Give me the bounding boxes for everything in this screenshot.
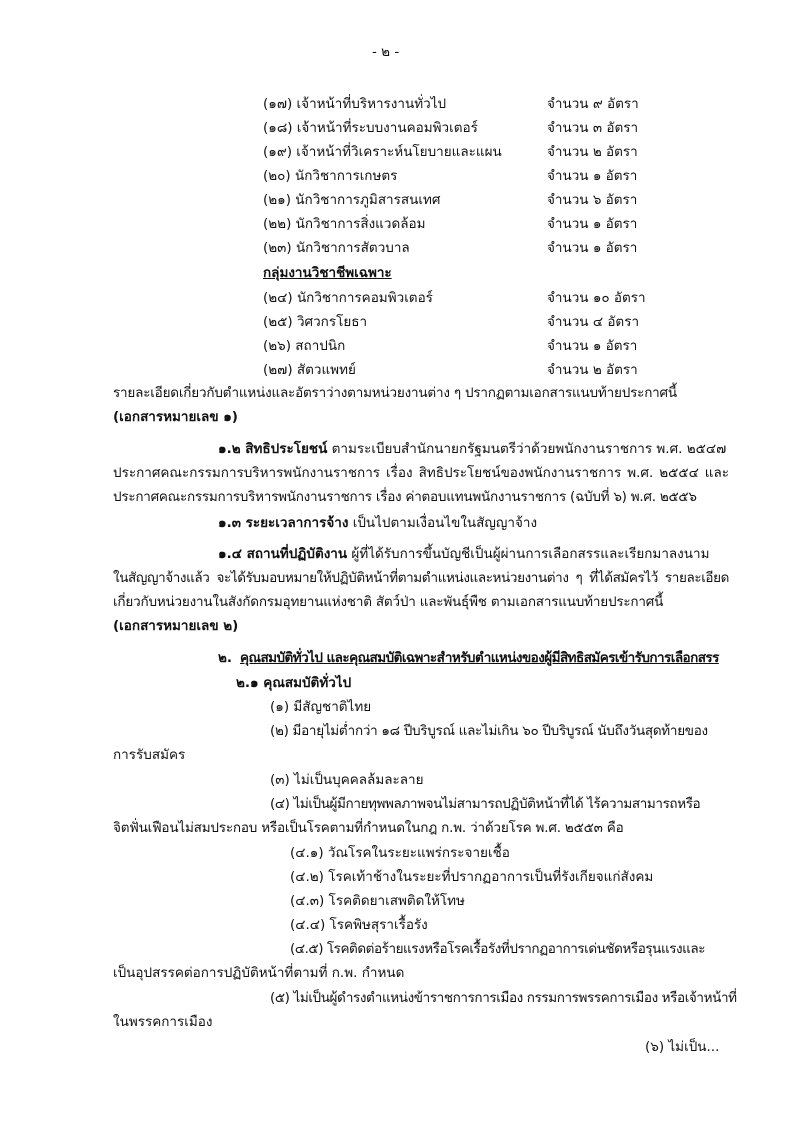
position-name-23: (๒๓) นักวิชาการสัตวบาล [263, 240, 410, 256]
page-number: - ๒ - [372, 44, 400, 60]
qualification-item-4-line1: (๔) ไม่เป็นผู้มีกายทุพพลภาพจนไม่สามารถปฏิบัติหน้าที่ได้ ไร้ความสามารถหรือ [270, 796, 701, 812]
qualification-item-4-2: (๔.๒) โรคเท้าช้างในระยะที่ปรากฏอาการเป็นที่รังเกียจแก่สังคม [290, 869, 654, 885]
position-count-26: จำนวน ๑ อัตรา [547, 338, 638, 354]
qualification-item-2-line1: (๒) มีอายุไม่ต่ำกว่า ๑๘ ปีบริบูรณ์ และไม่เกิน ๖๐ ปีบริบูรณ์ นับถึงวันสุดท้ายของ [270, 723, 708, 739]
position-name-24: (๒๔) นักวิชาการคอมพิวเตอร์ [263, 290, 433, 306]
continuation-marker: (๖) ไม่เป็น... [645, 1039, 720, 1055]
position-count-27: จำนวน ๒ อัตรา [547, 362, 638, 378]
position-name-27: (๒๗) สัตวแพทย์ [263, 362, 356, 378]
section-2-1-title: ๒.๑ คุณสมบัติทั่วไป [236, 675, 352, 691]
position-name-20: (๒๐) นักวิชาการเกษตร [263, 168, 398, 184]
section-1-3-title: ๑.๓ ระยะเวลาการจ้าง [218, 515, 349, 531]
qualification-item-5-line2: ในพรรคการเมือง [113, 1014, 213, 1030]
position-name-17: (๑๗) เจ้าหน้าที่บริหารงานทั่วไป [263, 96, 447, 112]
detail-note-doc-ref: (เอกสารหมายเลข ๑) [113, 409, 238, 425]
section-1-4-doc-ref: (เอกสารหมายเลข ๒) [113, 618, 239, 634]
position-count-20: จำนวน ๑ อัตรา [547, 168, 638, 184]
position-count-18: จำนวน ๓ อัตรา [547, 120, 639, 136]
qualification-item-4-line2: จิตฟั่นเฟือนไม่สมประกอบ หรือเป็นโรคตามที่กำหนดในกฎ ก.พ. ว่าด้วยโรค พ.ศ. ๒๕๕๓ คือ [113, 820, 624, 836]
qualification-item-5-line1: (๕) ไม่เป็นผู้ดำรงตำแหน่งข้าราชการการเมือง กรรมการพรรคการเมือง หรือเจ้าหน้าที่ [270, 990, 737, 1006]
position-count-24: จำนวน ๑๐ อัตรา [547, 290, 646, 306]
section-1-2-line2: ประกาศคณะกรรมการบริหารพนักงานราชการ เรื่อง สิทธิประโยชน์ของพนักงานราชการ พ.ศ. ๒๕๕๔ และ [113, 465, 729, 481]
qualification-item-4-3: (๔.๓) โรคติดยาเสพติดให้โทษ [290, 893, 465, 909]
section-1-3-text: เป็นไปตามเงื่อนไขในสัญญาจ้าง [352, 515, 538, 531]
section-1-4-line1 [218, 545, 709, 563]
qualification-item-4-1: (๔.๑) วัณโรคในระยะแพร่กระจายเชื้อ [290, 845, 510, 861]
section-2-number: ๒. [218, 650, 233, 666]
qualification-item-4-5-line2: เป็นอุปสรรคต่อการปฏิบัติหน้าที่ตามที่ ก.พ. กำหนด [113, 965, 405, 981]
position-name-26: (๒๖) สถาปนิก [263, 338, 346, 354]
position-count-23: จำนวน ๑ อัตรา [547, 240, 638, 256]
position-name-25: (๒๕) วิศวกรโยธา [263, 314, 368, 330]
position-name-21: (๒๑) นักวิชาการภูมิสารสนเทศ [263, 192, 441, 208]
section-1-2-title: ๑.๒ สิทธิประโยชน์ [218, 441, 328, 457]
position-name-18: (๑๘) เจ้าหน้าที่ระบบงานคอมพิวเตอร์ [263, 120, 478, 136]
qualification-item-2-line2: การรับสมัคร [113, 747, 186, 763]
position-count-21: จำนวน ๖ อัตรา [547, 192, 638, 208]
position-count-25: จำนวน ๔ อัตรา [547, 314, 640, 330]
position-count-17: จำนวน ๙ อัตรา [547, 96, 639, 112]
section-1-2-line1 [218, 440, 726, 458]
group-heading: กลุ่มงานวิชาชีพเฉพาะ [263, 265, 392, 281]
section-1-2-line3: ประกาศคณะกรรมการบริหารพนักงานราชการ เรื่อง ค่าตอบแทนพนักงานราชการ (ฉบับที่ ๖) พ.ศ. ๒๕๕๖ [113, 489, 697, 505]
qualification-item-1: (๑) มีสัญชาติไทย [270, 699, 372, 715]
section-1-3 [218, 514, 537, 532]
section-1-4-line2: ในสัญญาจ้างแล้ว จะได้รับมอบหมายให้ปฏิบัติหน้าที่ตามตำแหน่งและหน่วยงานต่าง ๆ ที่ได้สมัครไว้ รายละเอียด [113, 570, 729, 586]
position-name-19: (๑๙) เจ้าหน้าที่วิเคราะห์นโยบายและแผน [263, 144, 502, 160]
detail-note-line1: รายละเอียดเกี่ยวกับตำแหน่งและอัตราว่างตามหน่วยงานต่าง ๆ ปรากฏตามเอกสารแนบท้ายประกาศนี้ [113, 385, 677, 401]
qualification-item-4-4: (๔.๔) โรคพิษสุราเรื้อรัง [290, 917, 428, 933]
section-2-title: คุณสมบัติทั่วไป และคุณสมบัติเฉพาะสำหรับตำแหน่งของผู้มีสิทธิสมัครเข้ารับการเลือกสรร [240, 650, 719, 666]
section-1-4-line3: เกี่ยวกับหน่วยงานในสังกัดกรมอุทยานแห่งชาติ สัตว์ป่า และพันธุ์พืช ตามเอกสารแนบท้ายประกาศนี้ [113, 594, 664, 610]
section-1-4-title: ๑.๔ สถานที่ปฏิบัติงาน [218, 546, 348, 562]
position-name-22: (๒๒) นักวิชาการสิ่งแวดล้อม [263, 216, 426, 232]
position-count-19: จำนวน ๒ อัตรา [547, 144, 638, 160]
section-1-2-line1-text: ตามระเบียบสำนักนายกรัฐมนตรีว่าด้วยพนักงานราชการ พ.ศ. ๒๕๔๗ [331, 441, 727, 457]
qualification-item-3: (๓) ไม่เป็นบุคคลล้มละลาย [270, 772, 424, 788]
section-1-4-line1-text: ผู้ที่ได้รับการขึ้นบัญชีเป็นผู้ผ่านการเลือกสรรและเรียกมาลงนาม [351, 546, 710, 562]
position-count-22: จำนวน ๑ อัตรา [547, 216, 638, 232]
qualification-item-4-5-line1: (๔.๕) โรคติดต่อร้ายแรงหรือโรคเรื้อรังที่ปรากฏอาการเด่นชัดหรือรุนแรงและ [290, 941, 706, 957]
